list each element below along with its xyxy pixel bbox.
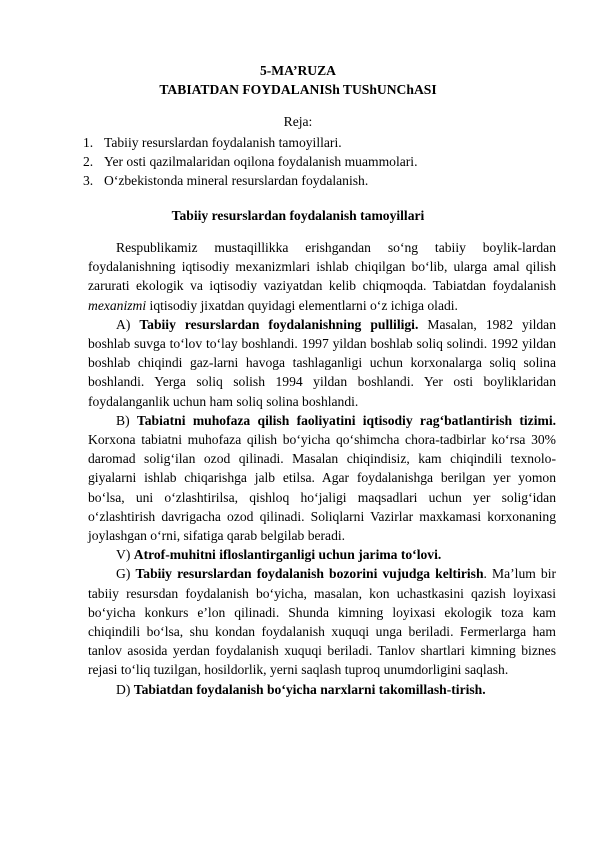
item-title-b: Tabiatni muhofaza qilish faoliyatini iqtisodiy rag‘batlantirish tizimi. [136, 412, 556, 428]
plan-item [83, 133, 417, 152]
paragraph-a [88, 315, 556, 411]
intro-text-b: iqtisodiy jixatdan quyidagi elementlarni o‘z ichiga oladi. [146, 297, 458, 313]
plan-item-text: Tabiiy resurslardan foydalanish tamoyillari. [104, 135, 342, 150]
plan-item [83, 152, 418, 171]
paragraph-d [88, 680, 556, 699]
item-title-g: Tabiiy resurslardan foydalanish bozorini vujudga keltirish [135, 566, 484, 582]
paragraph-b [88, 411, 556, 545]
item-title-v: Atrof-muhitni ifloslantirganligi uchun jarima to‘lovi. [133, 547, 442, 563]
item-label-g: G) [116, 566, 136, 582]
intro-text-a: Respublikamiz mustaqillikka erishgandan so‘ng tabiiy boylik-lardan foydalanishning iqtisodiy mexanizmlari ishlab chiqilgan bo‘lib, ularga amal qilish zarurati ekologik va iqtisodiy vaziyatdan kelib chiqmoqda. Tabiatdan foydalanish [88, 240, 556, 294]
plan-item [83, 171, 417, 190]
plan-item-text: Yer osti qazilmalaridan oqilona foydalanish muammolari. [104, 154, 418, 170]
item-text-a: Masalan, 1982 yildan boshlab suvga to‘lov to‘lay boshlandi. 1997 yildan boshlab soliq solindi. 1992 yildan boshlab chiqindi gaz-larni havoga tashlaganligi uchun korxonalarga soliq solina boshlandi. Yerga soliq solish 1994 yildan boshlandi. Yer osti boyliklaridan foydalanganlik uchun ham soliq solina boshlandi. [88, 316, 557, 409]
item-text-g: . Ma’lum bir tabiiy resursdan foydalanish bo‘yicha, masalan, kon uchastkasini qazish loyixasi bo‘yicha konkurs e’lon qilinadi. Shunda kimning loyixasi ekologik toza kam chiqindili bo‘lsa, shu kondan foydalanish xuquqi unga beriladi. Fermerlarga ham tanlov asosida yerdan foydalanish xuquqi beriladi. Tanlov shartlari kimning biznes rejasi to‘liq tuzilgan, hosildorlik, yerni saqlash tuproq unumdorligini saqlash. [88, 566, 557, 678]
item-title-d: Tabiatdan foydalanish bo‘yicha narxlarni takomillash-tirish. [133, 681, 486, 697]
lecture-number: 5-MA’RUZA [259, 63, 336, 78]
plan-item-number: 2. [83, 154, 94, 170]
item-label-b: B) [116, 412, 137, 428]
intro-emphasis: mexanizmi [88, 297, 147, 313]
item-label-d: D) [116, 681, 134, 697]
lecture-title: TABIATDAN FOYDALANISh TUShUNChASI [159, 82, 437, 97]
plan-list [83, 133, 418, 191]
body-text [88, 238, 556, 699]
item-label-v: V) [116, 547, 134, 563]
item-title-a: Tabiiy resurslardan foydalanishning pulliligi. [139, 316, 419, 332]
plan-item-text: O‘zbekistonda mineral resurslardan foydalanish. [104, 173, 369, 189]
item-label-a: A) [116, 316, 140, 332]
plan-item-number: 1. [83, 135, 94, 150]
paragraph-v [88, 545, 556, 564]
plan-item-number: 3. [83, 173, 94, 189]
paragraph-intro [88, 238, 556, 315]
item-text-b: Korxona tabiatni muhofaza qilish bo‘yicha qo‘shimcha chora-tadbirlar ko‘rsa 30% daromad solig‘ilan ozod qilinadi. Masalan chiqindisiz, kam chiqindili texnolo-giyalarni ishlab chiqarishga jalb etilsa. Agar foydalanishga berilgan yer yomon bo‘lsa, uni o‘zlashtirilsa, qishloq ho‘jaligi maqsadlari uchun yer solig‘idan o‘zlashtirish davrigacha ozod qilinadi. Soliqlarni Vazirlar maxkamasi korxonaning joylashgan o‘rni, sifatiga qarab belgilab beradi. [88, 432, 556, 544]
paragraph-g [88, 564, 556, 679]
plan-heading: Reja: [283, 114, 313, 129]
section-heading: Tabiiy resurslardan foydalanish tamoyillari [171, 208, 425, 223]
